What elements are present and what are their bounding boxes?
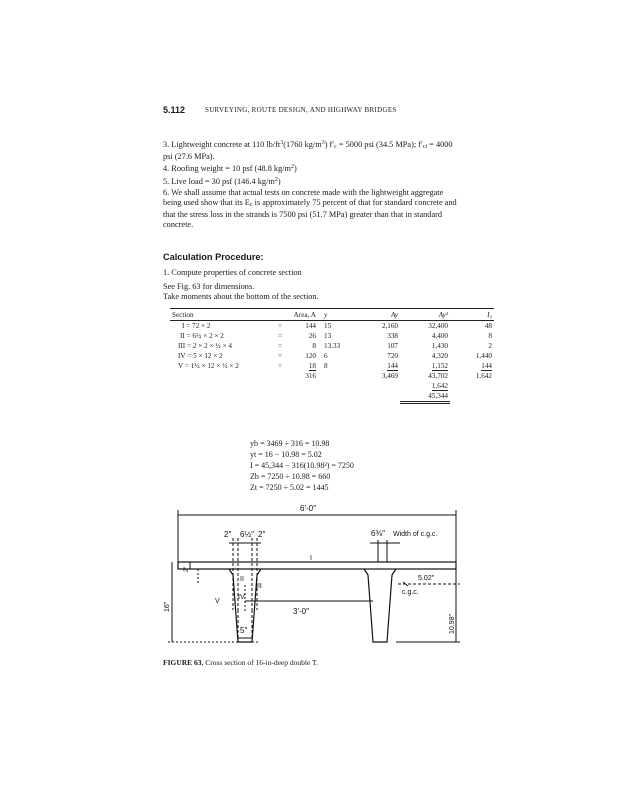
width-of-cgc-label: Width of c.g.c. xyxy=(393,531,438,538)
dim-10-98: 10.98″ xyxy=(449,614,456,634)
item-4: 4. Roofing weight = 10 psf (48.8 $kg/m^2$) xyxy=(163,164,297,173)
item-5: 5. Live load = 30 psf (146.4 $kg/m^2$) xyxy=(163,177,281,186)
figure-caption: FIGURE 63. Cross section of 16-in-deep double T. xyxy=(163,658,318,667)
dim-6-3-8: 6⅜″ xyxy=(371,529,385,538)
col-i0: I₀ xyxy=(450,309,494,321)
item-3: 3. Lightweight concrete at 110 $lb/ft^3(1760$ $kg/m^3$) f′c = 5000 psi (34.5 MPa); f′ci = 4000 psi (27.6 MPa). xyxy=(163,140,453,161)
label-section-V: V xyxy=(215,598,220,605)
step-1-note-b: Take moments about the bottom of the section. xyxy=(163,292,319,301)
item-6: 6. We shall assume that actual tests on concrete made with the lightweight aggregate being used show that its Ec is approximately 75 percent of that for standard concrete and that the stress loss in the strands is 7500 psi (51.7 MPa) greater than that in standard concrete. xyxy=(163,188,457,229)
dim-6ft: 6′-0″ xyxy=(300,504,316,513)
calc-zt: Zt = 7250 ÷ 5.02 = 1445 xyxy=(250,483,329,492)
step-1: 1. Compute properties of concrete section xyxy=(163,268,302,277)
table-row: V = 1½ × 12 × ½ × 2 = 18 8 144 1,152 144 xyxy=(178,362,492,370)
cgc-label: c.g.c. xyxy=(402,589,419,596)
calc-yt: yt = 16 − 10.98 = 5.02 xyxy=(250,450,322,459)
running-title: SURVEYING, ROUTE DESIGN, AND HIGHWAY BRIDGES xyxy=(205,106,397,114)
table-row: I = 72 × 2 = 144 15 2,160 32,400 48 xyxy=(182,322,492,330)
table-header-row xyxy=(170,309,494,321)
col-ay2: Ay² xyxy=(400,309,450,321)
table-totals-row: 316 3,469 43,702 1,642 xyxy=(305,372,492,380)
label-section-I: I xyxy=(310,555,312,562)
label-section-III: III xyxy=(256,583,262,590)
calc-yb: yb = 3469 ÷ 316 = 10.98 xyxy=(250,439,330,448)
col-section: Section xyxy=(170,309,270,321)
double-t-cross-section-figure xyxy=(160,500,470,652)
dim-2in-a: 2″ xyxy=(224,530,232,539)
dim-3ft: 3′-0″ xyxy=(293,607,309,616)
step-1-note-a: See Fig. 63 for dimensions. xyxy=(163,282,255,291)
label-section-IV: IV xyxy=(238,594,245,601)
calculation-heading: Calculation Procedure: xyxy=(163,252,264,262)
flange-outline xyxy=(178,562,456,569)
col-ay: Ay xyxy=(360,309,400,321)
dim-6half: 6½″ xyxy=(240,530,254,539)
table-row: IV = 5 × 12 × 2 = 120 6 720 4,320 1,440 xyxy=(178,352,492,360)
stem-right-outline xyxy=(364,569,396,642)
col-area: Area, A xyxy=(290,309,318,321)
section-properties-table xyxy=(170,308,494,404)
calc-zb: Zb = 7250 ÷ 10.98 = 660 xyxy=(250,472,331,481)
table-row: 45,344 xyxy=(170,391,494,403)
page-number: 5.112 xyxy=(163,105,186,115)
label-section-II: II xyxy=(240,576,244,583)
col-y: y xyxy=(318,309,360,321)
dim-2in-b: 2″ xyxy=(258,530,266,539)
dim-2in-flange: 2″ xyxy=(184,566,190,572)
table-row: 1,642 xyxy=(431,382,448,390)
calc-i: I = 45,344 − 316(10.98²) = 7250 xyxy=(250,461,354,470)
dim-5-02: 5.02″ xyxy=(418,575,435,582)
table-row: III = 2 × 2 × ½ × 4 = 8 13.33 107 1,430 2 xyxy=(178,342,492,350)
table-row: II = 6½ × 2 × 2 = 26 13 338 4,400 8 xyxy=(180,332,492,340)
dim-16in: 16″ xyxy=(164,601,171,612)
dim-5in: 5″ xyxy=(240,626,248,635)
